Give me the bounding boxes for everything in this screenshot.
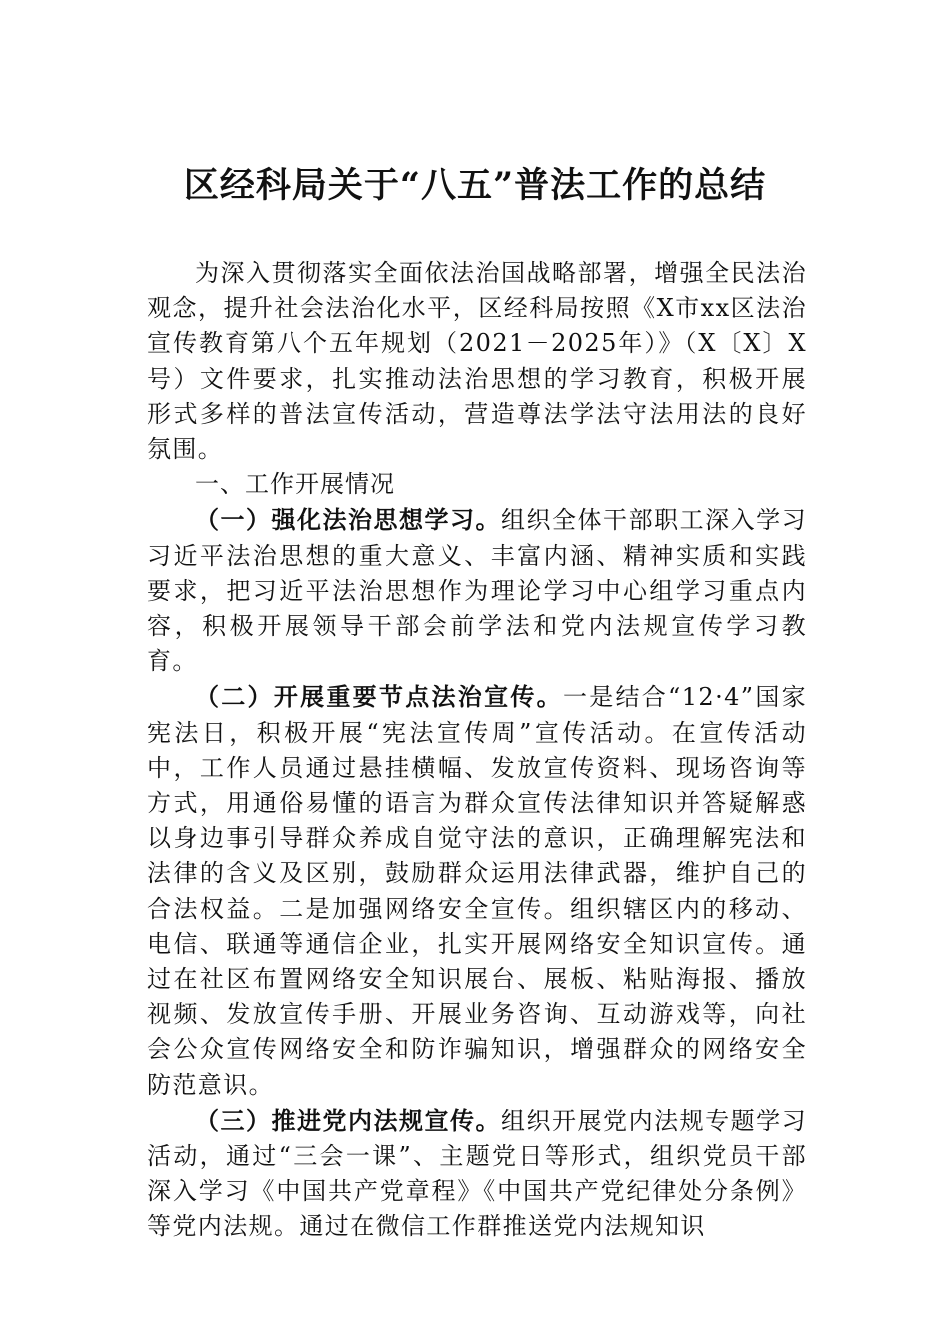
- item-lead-3: （三）推进党内法规宣传。: [195, 1105, 502, 1135]
- section-heading-work-status: 一、工作开展情况: [195, 470, 395, 499]
- item-paragraph-2: [147, 679, 807, 1102]
- item-text-2: 一是结合“12·4”国家宪法日，积极开展“宪法宣传周”宣传活动。在宣传活动中，工作人员通过悬挂横幅、发放宣传资料、现场咨询等方式，用通俗易懂的语言为群众宣传法律知识并答疑解惑以身边事引导群众养成自觉守法的意识，正确理解宪法和法律的含义及区别，鼓励群众运用法律武器，维护自己的合法权益。二是加强网络安全宣传。组织辖区内的移动、电信、联通等通信企业，扎实开展网络安全知识宣传。通过在社区布置网络安全知识展台、展板、粘贴海报、播放视频、发放宣传手册、开展业务咨询、互动游戏等，向社会公众宣传网络安全和防诈骗知识，增强群众的网络安全防范意识。: [147, 683, 807, 1099]
- item-paragraph-3: [147, 1103, 807, 1245]
- item-text-1: 组织全体干部职工深入学习习近平法治思想的重大意义、丰富内涵、精神实质和实践要求，把习近平法治思想作为理论学习中心组学习重点内容，积极开展领导干部会前学法和党内法规宣传学习教育。: [147, 506, 807, 676]
- intro-paragraph: 为深入贯彻落实全面依法治国战略部署，增强全民法治观念，提升社会法治化水平，区经科局按照《X市xx区法治宣传教育第八个五年规划（2021－2025年）》（X〔X〕X号）文件要求，扎实推动法治思想的学习教育，积极开展形式多样的普法宣传活动，营造尊法学法守法用法的良好氛围。: [147, 259, 807, 464]
- item-text-3: 组织开展党内法规专题学习活动，通过“三会一课”、主题党日等形式，组织党员干部深入学习《中国共产党章程》《中国共产党纪律处分条例》等党内法规。通过在微信工作群推送党内法规知识: [147, 1106, 807, 1241]
- item-lead-2: （二）开展重要节点法治宣传。: [195, 682, 563, 712]
- document-body: [147, 256, 807, 1245]
- document-title: 区经科局关于“八五”普法工作的总结: [183, 165, 767, 206]
- item-paragraph-1: [147, 502, 807, 679]
- item-lead-1: （一）强化法治思想学习。: [195, 505, 502, 535]
